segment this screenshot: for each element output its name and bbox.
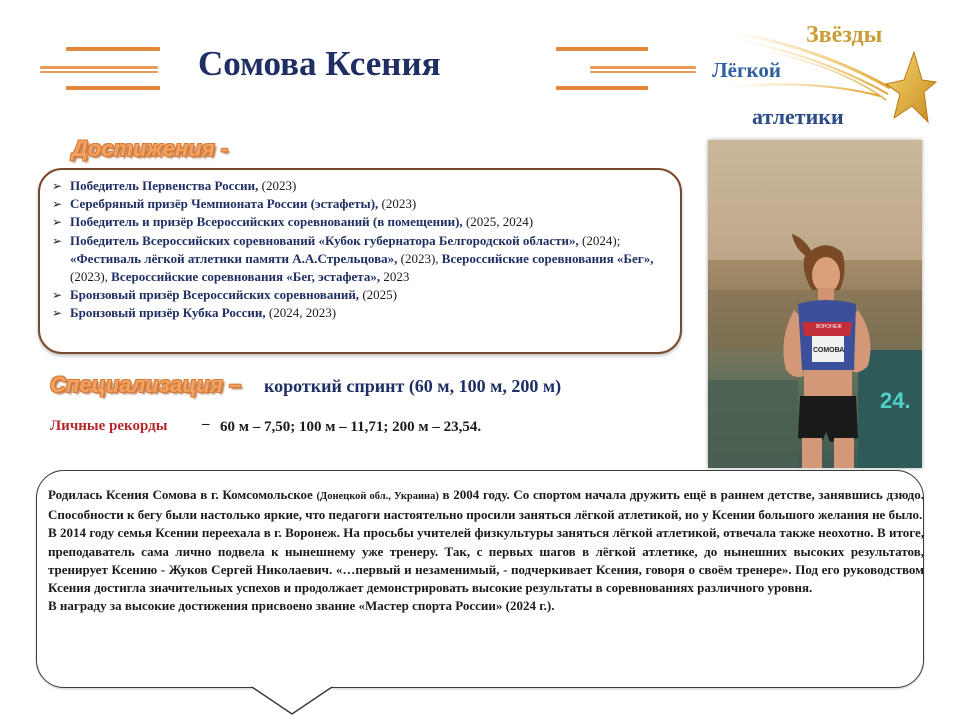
decor-stripe-left-top (66, 47, 160, 51)
achievement-year: (2023), (397, 250, 442, 266)
decor-stripe-right-mid (590, 66, 696, 69)
logo (700, 18, 940, 140)
achievements-heading: Достижения - (72, 136, 229, 161)
decor-stripe-right-top (556, 47, 648, 51)
list-item (52, 195, 672, 213)
callout-pointer (252, 686, 332, 718)
achievement-title: Победитель Всероссийских соревнований «Кубок губернатора Белгородской области», (70, 232, 579, 248)
arrow-bullet-icon: ➢ (52, 215, 63, 230)
achievements-list (52, 177, 672, 323)
logo-text-athletics: атлетики (752, 104, 844, 129)
bio-paragraph: В 2014 году семья Ксении переехала в г. Воронеж. На просьбы учителей физкультуры заняться лёгкой атлетикой, отвечала также неохотно. В итоге, преподаватель сама лично подвела к нынешнему уже тренеру. Так, с первых шагов в лёгкой атлетике, до нынешних высоких результатов, тренирует Ксению - Жуков Сергей Николаевич. «…первый и незаменимый, - подчеркивает Ксения, говоря о своём тренере». Под его руководством Ксения достигла значительных успехов и продолжает демонстрировать высокие результаты в соревнованиях различного уровня. (48, 525, 924, 596)
list-item (52, 213, 672, 231)
bio-paragraph: В награду за высокие достижения присвоено звание «Мастер спорта России» (2024 г.). (48, 598, 555, 614)
achievement-year: (2023) (258, 178, 297, 193)
achievement-title: Серебряный призёр Чемпионата России (эстафеты), (70, 196, 379, 212)
achievement-year: (2024); (578, 232, 621, 248)
page-title: Сомова Ксения (198, 44, 441, 83)
bio-text-span: Родилась Ксения Сомова в г. Комсомольское (48, 487, 317, 502)
list-item (52, 177, 672, 195)
decor-stripe-left-mid (40, 66, 158, 69)
list-item (52, 304, 672, 322)
decor-stripe-left-bottom (66, 86, 160, 90)
arrow-bullet-icon: ➢ (52, 306, 63, 321)
list-item (52, 286, 672, 304)
bio-paragraph (48, 486, 924, 524)
specialization-heading: Специализация – (50, 372, 242, 397)
decor-stripe-left-mid2 (40, 71, 158, 73)
specialization-text: короткий спринт (60 м, 100 м, 200 м) (264, 376, 562, 396)
decor-stripe-right-mid2 (590, 71, 696, 73)
decor-stripe-right-bottom (556, 86, 648, 90)
bio-birthplace-note: (Донецкой обл., Украина) (316, 491, 439, 502)
achievement-title: Бронзовый призёр Всероссийских соревнований, (70, 287, 360, 303)
achievement-year: (2025, 2024) (462, 214, 534, 230)
records-dash: – (202, 416, 210, 432)
athlete-photo (708, 140, 922, 468)
records-text: 60 м – 7,50; 100 м – 11,71; 200 м – 23,54. (220, 419, 482, 435)
achievement-title: Победитель и призёр Всероссийских соревнований (в помещении), (70, 214, 463, 230)
list-item (52, 232, 672, 287)
arrow-bullet-icon: ➢ (52, 179, 63, 193)
achievement-title: Всероссийские соревнования «Бег», (441, 250, 654, 266)
achievement-year: (2023), (70, 269, 112, 285)
achievement-year: (2024, 2023) (265, 305, 337, 321)
achievement-year: (2025) (359, 287, 397, 303)
bib-text: СОМОВА (813, 347, 845, 354)
logo-text-stars: Звёзды (806, 22, 883, 48)
arrow-bullet-icon: ➢ (52, 233, 63, 248)
athlete-figure-image (708, 140, 922, 468)
bio-text-span: в 2004 году. Со спортом начала дружить ещё в раннем детстве, занявшись дзюдо. Способности к бегу были настолько яркие, что педагоги настоятельно просили заняться лёгкой атлетикой, но у Ксении большого желания не было. (48, 487, 924, 523)
biography-text (48, 486, 924, 615)
records-label: Личные рекорды (50, 418, 168, 434)
achievement-title: Победитель Первенства России, (70, 178, 259, 193)
scoreboard-text: 24. (880, 388, 911, 413)
achievement-title: Бронзовый призёр Кубка России, (70, 305, 266, 321)
achievement-title: «Фестиваль лёгкой атлетики памяти А.А.Стрельцова», (70, 250, 398, 266)
logo-text-light: Лёгкой (712, 58, 781, 82)
arrow-bullet-icon: ➢ (52, 197, 63, 212)
achievement-year: (2023) (378, 196, 417, 212)
achievement-year: 2023 (380, 269, 410, 285)
achievement-title: Всероссийские соревнования «Бег, эстафета», (111, 269, 381, 285)
shirt-text: ВОРОНЕЖ (816, 324, 842, 330)
arrow-bullet-icon: ➢ (52, 288, 63, 303)
